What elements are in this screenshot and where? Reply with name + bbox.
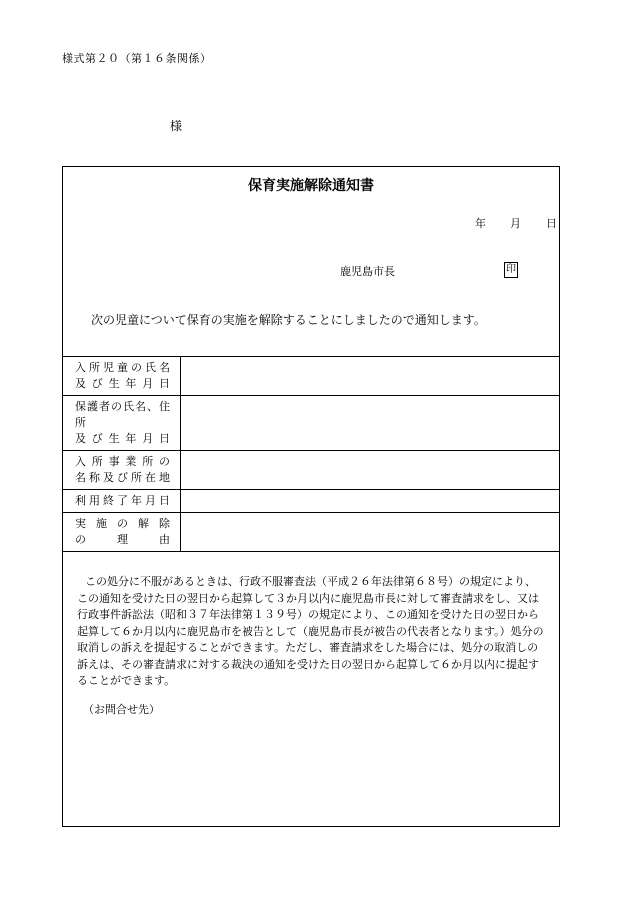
row-value-facility[interactable] [181,451,560,490]
table-row [63,357,560,396]
notice-frame [62,166,560,827]
row-label-end-date: 利用終了年月日 [63,490,181,513]
date-month: 月 [510,217,521,230]
row-label-reason: 実施の解除 の理由 [63,513,181,552]
form-number: 様式第２０（第１６条関係） [62,52,212,65]
table-row [63,396,560,451]
legal-notice: この処分に不服があるときは、行政不服審査法（平成２６年法律第６８号）の規定により、この通知を受けた日の翌日から起算して３か月以内に鹿児島市長に対して審査請求をし、又は行政事件訴訟法（昭和３７年法律第１３９号）の規定により、この通知を受けた日の翌日から起算して６か月以内に鹿児島市を被告として（鹿児島市長が被告の代表者となります。）処分の取消しの訴えを提起することができます。ただし、審査請求をした場合には、処分の取消しの訴えは、その審査請求に対する裁決の通知を受けた日の翌日から起算して６か月以内に提起することができます。 [77,575,544,687]
row-value-reason[interactable] [181,513,560,552]
date-year: 年 [475,217,486,230]
row-value-child[interactable] [181,357,560,396]
notice-statement: 次の児童について保育の実施を解除することにしましたので通知します。 [91,313,486,327]
issuer-name: 鹿児島市長 [340,265,395,278]
recipient-suffix: 様 [170,119,183,133]
date-day: 日 [546,217,557,230]
contact-label: （お問合せ先） [83,703,160,716]
seal-mark: 印 [504,262,518,278]
row-label-child: 入所児童の氏名 及び生年月日 [63,357,181,396]
row-value-end-date[interactable] [181,490,560,513]
info-table [62,356,560,552]
table-row [63,513,560,552]
table-row [63,490,560,513]
row-label-guardian: 保護者の氏名、住所 及び生年月日 [63,396,181,451]
row-value-guardian[interactable] [181,396,560,451]
table-row [63,451,560,490]
document-title: 保育実施解除通知書 [248,178,374,194]
row-label-facility: 入所事業所の 名称及び所在地 [63,451,181,490]
